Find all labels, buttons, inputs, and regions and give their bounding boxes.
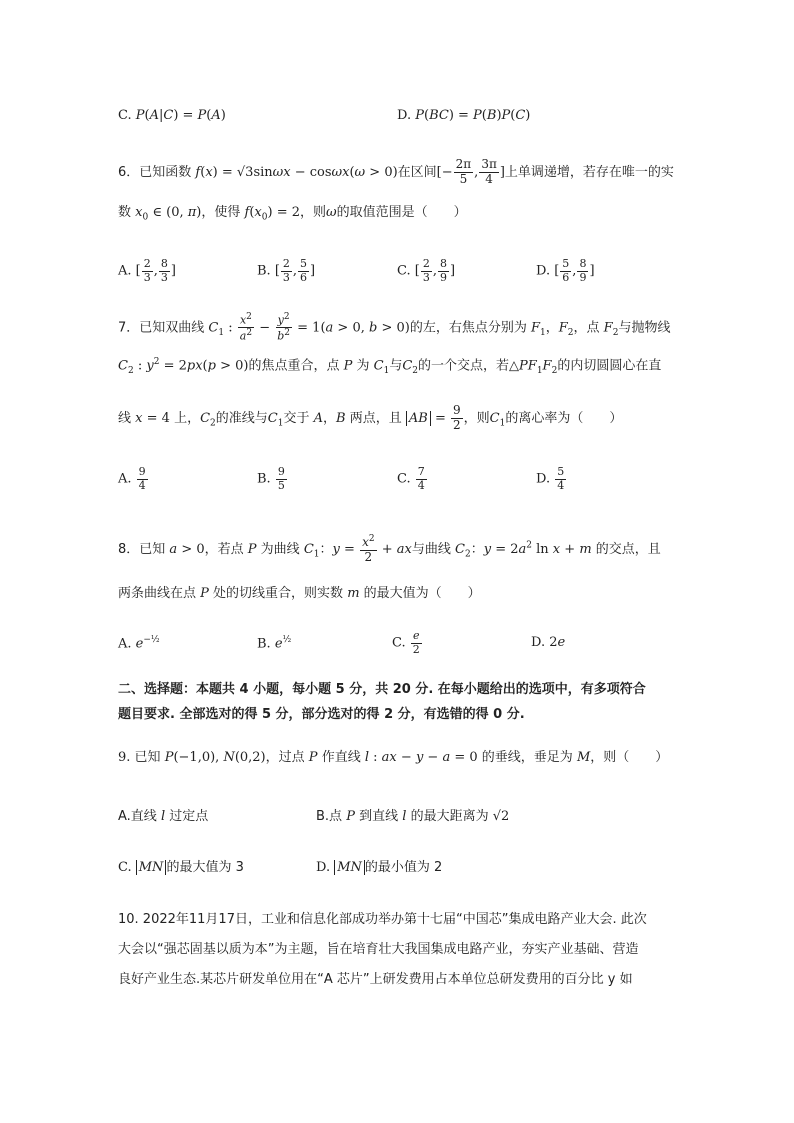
q10-line1: 10. 2022年11月17日，工业和信息化部成功举办第十七届“中国芯”集成电路产业大会. 此次 (118, 912, 647, 927)
q10-line3: 良好产业生态.某芯片研发单位用在“A 芯片”上研发费用占本单位总研发费用的百分比 y 如 (118, 972, 633, 987)
q9-option-c[interactable]: C. MN 的最大值为 3 (118, 860, 244, 875)
q5-option-c[interactable]: C. P(A|C) = P(A) (118, 108, 226, 123)
q6-stem-line1: 6．已知函数 f(x) = √3sinωx − cosωx(ω > 0)在区间[− $\frac{2\pi}{5}$ , $\frac{3\pi}{4}$ ]上单调递增，若存在唯一的实 (118, 157, 674, 186)
q6-option-d[interactable]: D. [ $\frac{5}{6}$ , $\frac{8}{9}$ ] (536, 257, 595, 284)
q10-line2: 大会以“强芯固基以质为本”为主题，旨在培育壮大我国集成电路产业，夯实产业基础、营造 (118, 942, 639, 957)
q7-option-a[interactable]: A. $\frac{9}{4}$ (118, 465, 146, 492)
q5-option-d[interactable]: D. P(BC) = P(B)P(C) (397, 108, 531, 123)
q8-option-d[interactable]: D. 2e (531, 635, 566, 650)
q8-option-a[interactable]: A. $e^{-\frac{1}{2}}$ (118, 635, 160, 652)
q7-stem-line3: 线 x = 4 上，$C_2$的准线与$C_1$交于 A，B 两点，且 AB = $\frac{9}{2}$ ，则$C_1$的离心率为（ ） (118, 403, 623, 432)
q7-option-b[interactable]: B. $\frac{9}{5}$ (257, 465, 285, 492)
q7-stem-line1: 7．已知双曲线 $C_1$ : $\frac{x^2}{a^2}$ − $\frac{y^2}{b^2}$ = 1(a > 0, b > 0)的左，右焦点分别为 $F_1$，$F_2$，点 $F_2$与抛物线 (118, 312, 671, 343)
q6-option-a[interactable]: A. [ $\frac{2}{3}$ , $\frac{8}{3}$ ] (118, 257, 176, 284)
q9-option-b[interactable]: B.点 P 到直线 l 的最大距离为 √2 (316, 809, 510, 824)
q8-option-c[interactable]: C. $\frac{e}{2}$ (392, 629, 420, 656)
q8-option-b[interactable]: B. $e^{\frac{1}{2}}$ (257, 635, 292, 652)
q8-stem-line2: 两条曲线在点 P 处的切线重合，则实数 m 的最大值为（ ） (118, 586, 481, 601)
q8-stem-line1: 8．已知 a > 0，若点 P 为曲线 $C_1$：y = $\frac{x^2}{2}$ + ax与曲线 $C_2$：$y = 2a^2$ ln x + m 的交点，且 (118, 534, 661, 564)
q6-option-b[interactable]: B. [ $\frac{2}{3}$ , $\frac{5}{6}$ ] (257, 257, 316, 284)
q7-stem-line2: $C_2$ : $y^2 = 2px(p > 0)$的焦点重合，点 P 为 $C_1$与$C_2$的一个交点，若$\triangle PF_1F_2$的内切圆圆心在直 (118, 357, 662, 376)
q9-option-d[interactable]: D. MN 的最小值为 2 (316, 860, 443, 875)
q9-stem: 9. 已知 P(−1,0), N(0,2)，过点 P 作直线 l : ax − y − a = 0 的垂线，垂足为 M，则（ ） (118, 750, 669, 765)
q9-option-a[interactable]: A.直线 l 过定点 (118, 809, 209, 824)
section-2-line2: 题目要求. 全部选对的得 5 分，部分选对的得 2 分，有选错的得 0 分. (118, 707, 525, 722)
q6-option-c[interactable]: C. [ $\frac{2}{3}$ , $\frac{8}{9}$ ] (397, 257, 456, 284)
q7-option-c[interactable]: C. $\frac{7}{4}$ (397, 465, 425, 492)
section-2-line1: 二、选择题：本题共 4 小题，每小题 5 分，共 20 分. 在每小题给出的选项中，有多项符合 (118, 682, 646, 697)
q7-option-d[interactable]: D. $\frac{5}{4}$ (536, 465, 565, 492)
q6-stem-line2: 数 $x_0$ ∈ (0, π)，使得 $f(x_0) = 2$，则ω的取值范围是（ ） (118, 205, 467, 223)
